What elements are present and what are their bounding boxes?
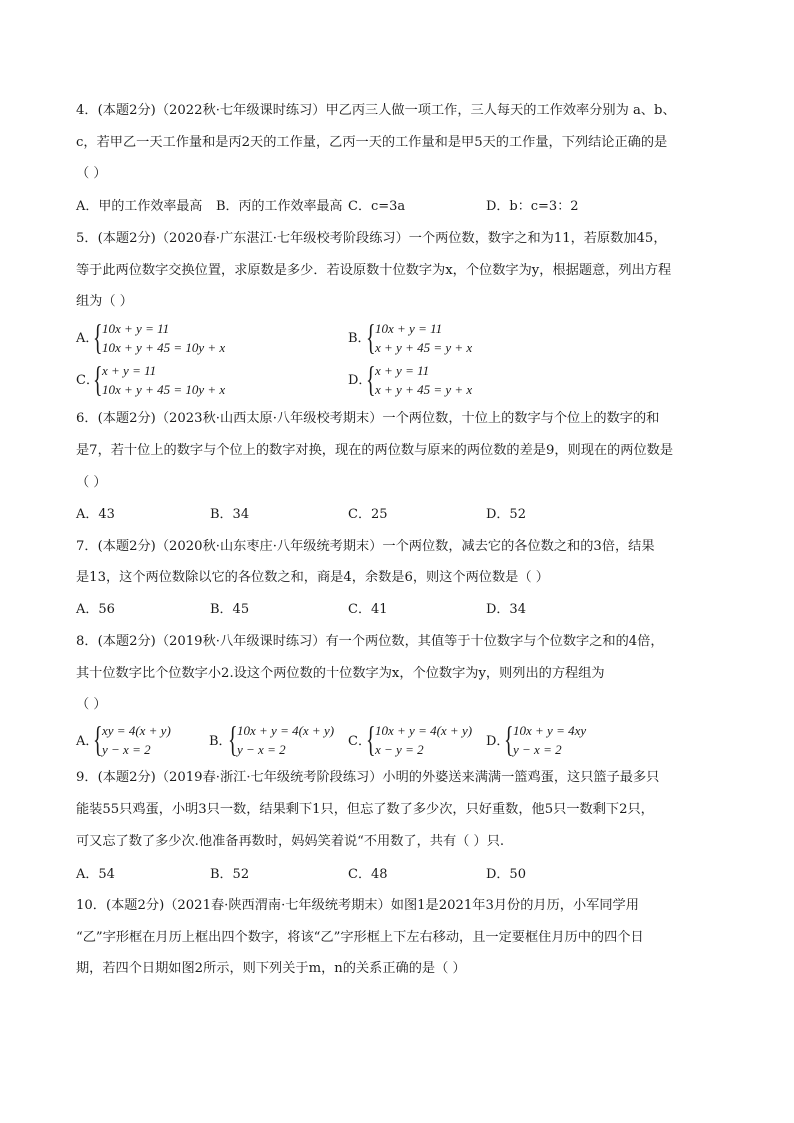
q8-option-b-label: B． (209, 734, 232, 749)
q6-option-b: B．34 (210, 507, 250, 522)
equation-1: 10x + y = 4xy (513, 723, 587, 738)
brace-icon: { (366, 317, 376, 357)
brace-icon: { (93, 359, 103, 399)
q9-line-2: 能装55只鸡蛋，小明3只一数，结果剩下1只，但忘了数了多少次，只好重数，他5只一数剩下2只， (76, 802, 654, 817)
q7-option-b: B．45 (210, 602, 250, 617)
q5-option-d-label: D． (348, 373, 372, 388)
q6-option-a: A．43 (76, 507, 115, 522)
q5-option-d-system (366, 359, 566, 400)
q5-option-a-label: A． (76, 331, 99, 346)
q5-option-c-label: C． (76, 373, 99, 388)
brace-icon: { (366, 359, 376, 399)
q8-option-d-system (504, 719, 614, 760)
q4-line-2: c，若甲乙一天工作量和是丙2天的工作量，乙丙一天的工作量和是甲5天的工作量，下列结论正确的是 (76, 135, 668, 150)
equation-2: x + y + 45 = y + x (375, 382, 473, 397)
brace-icon: { (504, 719, 514, 759)
brace-icon: { (93, 317, 103, 357)
equation-1: x + y = 11 (102, 363, 157, 378)
q4-line-1: 4．(本题2分)（2022秋·七年级课时练习）甲乙丙三人做一项工作，三人每天的工作效率分别为 a、b、 (76, 103, 676, 118)
q8-line-2: 其十位数字比个位数字小2.设这个两位数的十位数字为x，个位数字为y，则列出的方程组为 (76, 666, 605, 681)
brace-icon: { (228, 719, 238, 759)
q4-option-c: C．c=3a (348, 199, 406, 214)
q8-line-1: 8．(本题2分)（2019秋·八年级课时练习）有一个两位数，其值等于十位数字与个位数字之和的4倍， (76, 634, 664, 649)
q6-line-3: （ ） (76, 475, 107, 490)
q8-option-b-system (228, 719, 346, 760)
q6-option-d: D．52 (486, 507, 526, 522)
equation-1: xy = 4(x + y) (102, 723, 171, 738)
q6-option-c: C．25 (348, 507, 388, 522)
q8-line-3: （ ） (76, 697, 107, 712)
q6-line-2: 是7，若十位上的数字与个位上的数字对换，现在的两位数与原来的两位数的差是9，则现在的两位数是 (76, 443, 674, 458)
q7-option-c: C．41 (348, 602, 388, 617)
q5-option-b-system (366, 317, 566, 358)
q7-line-1: 7．(本题2分)（2020秋·山东枣庄·八年级统考期末）一个两位数，减去它的各位数之和的3倍，结果 (76, 539, 655, 554)
equation-2: x − y = 2 (375, 742, 424, 757)
q8-option-a-system (93, 719, 203, 760)
equation-2: y − x = 2 (237, 742, 286, 757)
q8-option-a-label: A． (76, 734, 99, 749)
q10-line-2: “乙”字形框在月历上框出四个数字，将该“乙”字形框上下左右移动，且一定要框住月历中的四个日 (76, 930, 644, 945)
q7-option-d: D．34 (486, 602, 526, 617)
q4-option-d: D．b：c=3：2 (486, 199, 579, 214)
q4-option-a: A．甲的工作效率最高 (76, 199, 203, 214)
equation-1: x + y = 11 (375, 363, 430, 378)
q9-option-c: C．48 (348, 867, 388, 882)
q5-option-b-label: B． (348, 331, 371, 346)
q10-line-3: 期，若四个日期如图2所示，则下列关于m，n的关系正确的是（ ） (76, 961, 466, 976)
q9-option-d: D．50 (486, 867, 526, 882)
brace-icon: { (93, 719, 103, 759)
q5-line-1: 5．(本题2分)（2020春·广东湛江·七年级校考阶段练习）一个两位数，数字之和为11，若原数加45， (76, 231, 667, 246)
q8-option-c-label: C． (348, 734, 371, 749)
q8-option-c-system (366, 719, 484, 760)
equation-1: 10x + y = 4(x + y) (237, 723, 335, 738)
q7-option-a: A．56 (76, 602, 115, 617)
q4-option-b: B．丙的工作效率最高 (216, 199, 343, 214)
equation-2: y − x = 2 (513, 742, 562, 757)
brace-icon: { (366, 719, 376, 759)
q6-line-1: 6．(本题2分)（2023秋·山西太原·八年级校考期末）一个两位数，十位上的数字与个位上的数字的和 (76, 411, 660, 426)
q10-line-1: 10．(本题2分)（2021春·陕西渭南·七年级统考期末）如图1是2021年3月份的月历，小军同学用 (76, 898, 639, 913)
equation-2: y − x = 2 (102, 742, 151, 757)
equation-2: 10x + y + 45 = 10y + x (102, 340, 226, 355)
q5-option-c-system (93, 359, 293, 400)
equation-2: 10x + y + 45 = 10y + x (102, 382, 226, 397)
q5-option-a-system (93, 317, 293, 358)
q9-line-1: 9．(本题2分)（2019春·浙江·七年级统考阶段练习）小明的外婆送来满满一篮鸡蛋，这只篮子最多只 (76, 770, 660, 785)
equation-1: 10x + y = 4(x + y) (375, 723, 473, 738)
q9-option-b: B．52 (210, 867, 250, 882)
equation-2: x + y + 45 = y + x (375, 340, 473, 355)
q7-line-2: 是13，这个两位数除以它的各位数之和，商是4，余数是6，则这个两位数是（ ） (76, 570, 549, 585)
q9-line-3: 可又忘了数了多少次.他准备再数时，妈妈笑着说“不用数了，共有（ ）只. (76, 834, 505, 849)
equation-1: 10x + y = 11 (102, 321, 170, 336)
q8-option-d-label: D． (486, 734, 510, 749)
q9-option-a: A．54 (76, 867, 115, 882)
q5-line-2: 等于此两位数字交换位置，求原数是多少．若设原数十位数字为x，个位数字为y，根据题意，列出方程 (76, 263, 672, 278)
equation-1: 10x + y = 11 (375, 321, 443, 336)
q5-line-3: 组为（ ） (76, 294, 133, 309)
q4-line-3: （ ） (76, 166, 107, 181)
